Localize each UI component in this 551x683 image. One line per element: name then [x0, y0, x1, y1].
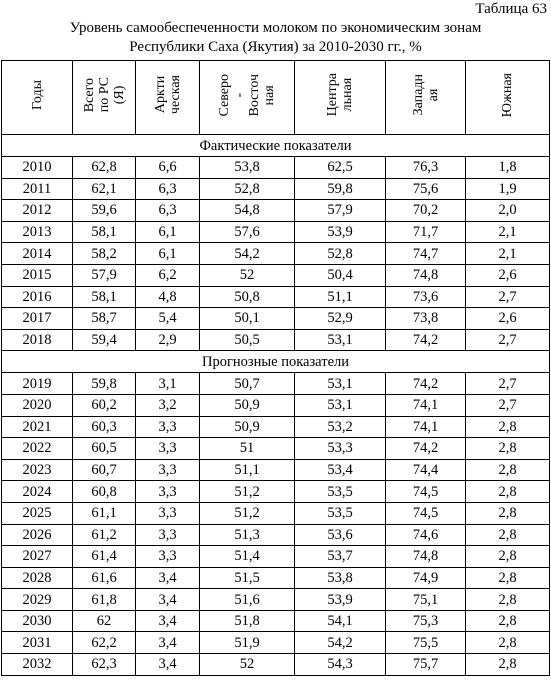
value-cell: 61,1: [73, 502, 136, 524]
value-cell: 58,2: [73, 243, 136, 265]
value-cell: 75,5: [386, 632, 466, 654]
table-row: [2, 264, 550, 286]
value-cell: 57,9: [295, 200, 386, 222]
value-cell: 2,8: [466, 632, 550, 654]
value-cell: 53,6: [295, 524, 386, 546]
value-cell: 2,6: [466, 264, 550, 286]
value-cell: 59,8: [73, 373, 136, 395]
section-row-actual: [2, 135, 550, 157]
value-cell: 53,8: [295, 567, 386, 589]
value-cell: 53,5: [295, 502, 386, 524]
value-cell: 61,8: [73, 589, 136, 611]
value-cell: 2,8: [466, 546, 550, 568]
header-cell: [136, 61, 200, 135]
value-cell: 3,3: [136, 459, 200, 481]
self-sufficiency-table: [1, 60, 550, 676]
value-cell: 2,8: [466, 589, 550, 611]
value-cell: 62,8: [73, 157, 136, 179]
value-cell: 59,6: [73, 200, 136, 222]
value-cell: 6,1: [136, 243, 200, 265]
value-cell: 51,1: [200, 459, 295, 481]
value-cell: 4,8: [136, 286, 200, 308]
section-label-actual: Фактические показатели: [2, 135, 550, 157]
value-cell: 6,3: [136, 200, 200, 222]
value-cell: 3,4: [136, 632, 200, 654]
value-cell: 3,2: [136, 394, 200, 416]
value-cell: 62,1: [73, 178, 136, 200]
table-row: [2, 329, 550, 351]
value-cell: 53,4: [295, 459, 386, 481]
value-cell: 62,3: [73, 654, 136, 676]
year-cell: 2011: [2, 178, 73, 200]
year-cell: 2013: [2, 221, 73, 243]
value-cell: 74,8: [386, 546, 466, 568]
header-cell: [386, 61, 466, 135]
value-cell: 50,9: [200, 416, 295, 438]
value-cell: 53,9: [295, 589, 386, 611]
value-cell: 2,9: [136, 329, 200, 351]
value-cell: 3,1: [136, 373, 200, 395]
header-total: Всего по РС (Я): [81, 77, 127, 113]
header-years: Годы: [29, 80, 45, 110]
value-cell: 2,1: [466, 221, 550, 243]
value-cell: 54,1: [295, 610, 386, 632]
year-cell: 2026: [2, 524, 73, 546]
year-cell: 2027: [2, 546, 73, 568]
value-cell: 2,7: [466, 329, 550, 351]
header-northeast: Северо - Восточ ная: [217, 73, 277, 117]
value-cell: 71,7: [386, 221, 466, 243]
value-cell: 53,1: [295, 394, 386, 416]
table-row: [2, 200, 550, 222]
value-cell: 2,7: [466, 373, 550, 395]
value-cell: 53,8: [200, 157, 295, 179]
value-cell: 74,1: [386, 416, 466, 438]
value-cell: 76,3: [386, 157, 466, 179]
value-cell: 75,6: [386, 178, 466, 200]
value-cell: 6,3: [136, 178, 200, 200]
value-cell: 50,1: [200, 308, 295, 330]
value-cell: 52,8: [200, 178, 295, 200]
value-cell: 52,9: [295, 308, 386, 330]
value-cell: 2,8: [466, 567, 550, 589]
value-cell: 59,4: [73, 329, 136, 351]
value-cell: 74,7: [386, 243, 466, 265]
value-cell: 60,2: [73, 394, 136, 416]
value-cell: 58,7: [73, 308, 136, 330]
value-cell: 53,1: [295, 329, 386, 351]
year-cell: 2020: [2, 394, 73, 416]
value-cell: 62: [73, 610, 136, 632]
title-line-1: Уровень самообеспеченности молоком по экономическим зонам: [69, 20, 482, 36]
year-cell: 2024: [2, 481, 73, 503]
value-cell: 74,2: [386, 438, 466, 460]
table-row: [2, 243, 550, 265]
value-cell: 74,5: [386, 502, 466, 524]
value-cell: 62,2: [73, 632, 136, 654]
value-cell: 2,0: [466, 200, 550, 222]
value-cell: 75,3: [386, 610, 466, 632]
value-cell: 51,4: [200, 546, 295, 568]
value-cell: 50,8: [200, 286, 295, 308]
value-cell: 60,7: [73, 459, 136, 481]
value-cell: 75,1: [386, 589, 466, 611]
year-cell: 2023: [2, 459, 73, 481]
table-row: [2, 178, 550, 200]
header-western: Западн ая: [410, 74, 441, 116]
value-cell: 53,7: [295, 546, 386, 568]
year-cell: 2016: [2, 286, 73, 308]
year-cell: 2031: [2, 632, 73, 654]
header-cell: [200, 61, 295, 135]
value-cell: 2,7: [466, 394, 550, 416]
value-cell: 2,8: [466, 502, 550, 524]
table-row: [2, 373, 550, 395]
value-cell: 2,7: [466, 286, 550, 308]
table-row: [2, 654, 550, 676]
value-cell: 2,8: [466, 654, 550, 676]
value-cell: 73,8: [386, 308, 466, 330]
value-cell: 3,3: [136, 481, 200, 503]
year-cell: 2022: [2, 438, 73, 460]
value-cell: 61,2: [73, 524, 136, 546]
value-cell: 74,1: [386, 394, 466, 416]
table-row: [2, 610, 550, 632]
header-row: [2, 61, 550, 135]
table-row: [2, 546, 550, 568]
value-cell: 3,3: [136, 502, 200, 524]
year-cell: 2014: [2, 243, 73, 265]
year-cell: 2029: [2, 589, 73, 611]
value-cell: 53,2: [295, 416, 386, 438]
header-central: Центра льная: [325, 73, 355, 117]
value-cell: 61,6: [73, 567, 136, 589]
value-cell: 2,6: [466, 308, 550, 330]
value-cell: 53,5: [295, 481, 386, 503]
value-cell: 2,8: [466, 481, 550, 503]
value-cell: 57,9: [73, 264, 136, 286]
value-cell: 3,3: [136, 524, 200, 546]
value-cell: 54,2: [200, 243, 295, 265]
value-cell: 54,3: [295, 654, 386, 676]
value-cell: 58,1: [73, 221, 136, 243]
value-cell: 3,4: [136, 567, 200, 589]
year-cell: 2017: [2, 308, 73, 330]
value-cell: 53,3: [295, 438, 386, 460]
value-cell: 52: [200, 264, 295, 286]
value-cell: 51: [200, 438, 295, 460]
value-cell: 74,2: [386, 329, 466, 351]
value-cell: 52,8: [295, 243, 386, 265]
value-cell: 6,1: [136, 221, 200, 243]
value-cell: 2,8: [466, 438, 550, 460]
value-cell: 62,5: [295, 157, 386, 179]
value-cell: 51,3: [200, 524, 295, 546]
value-cell: 50,9: [200, 394, 295, 416]
value-cell: 2,8: [466, 416, 550, 438]
value-cell: 2,8: [466, 610, 550, 632]
value-cell: 3,3: [136, 546, 200, 568]
year-cell: 2030: [2, 610, 73, 632]
header-cell: [73, 61, 136, 135]
table-row: [2, 394, 550, 416]
year-cell: 2010: [2, 157, 73, 179]
table-row: [2, 459, 550, 481]
table-row: [2, 524, 550, 546]
value-cell: 51,5: [200, 567, 295, 589]
value-cell: 3,4: [136, 610, 200, 632]
table-row: [2, 286, 550, 308]
header-cell: [2, 61, 73, 135]
value-cell: 59,8: [295, 178, 386, 200]
value-cell: 74,8: [386, 264, 466, 286]
value-cell: 53,1: [295, 373, 386, 395]
table-row: [2, 308, 550, 330]
value-cell: 51,2: [200, 481, 295, 503]
header-southern: Южная: [500, 72, 515, 118]
value-cell: 51,2: [200, 502, 295, 524]
value-cell: 50,5: [200, 329, 295, 351]
section-label-forecast: Прогнозные показатели: [2, 351, 550, 373]
value-cell: 74,9: [386, 567, 466, 589]
value-cell: 51,9: [200, 632, 295, 654]
value-cell: 53,9: [295, 221, 386, 243]
value-cell: 74,2: [386, 373, 466, 395]
header-arctic: Аркти ческая: [152, 75, 183, 115]
value-cell: 5,4: [136, 308, 200, 330]
header-cell: [466, 61, 550, 135]
value-cell: 51,1: [295, 286, 386, 308]
title-line-2: Республики Саха (Якутия) за 2010-2030 гг., %: [129, 39, 422, 55]
value-cell: 74,5: [386, 481, 466, 503]
year-cell: 2018: [2, 329, 73, 351]
value-cell: 58,1: [73, 286, 136, 308]
year-cell: 2015: [2, 264, 73, 286]
value-cell: 74,6: [386, 524, 466, 546]
value-cell: 54,8: [200, 200, 295, 222]
value-cell: 2,8: [466, 459, 550, 481]
year-cell: 2021: [2, 416, 73, 438]
value-cell: 70,2: [386, 200, 466, 222]
value-cell: 3,3: [136, 416, 200, 438]
value-cell: 74,4: [386, 459, 466, 481]
value-cell: 6,6: [136, 157, 200, 179]
year-cell: 2019: [2, 373, 73, 395]
table-row: [2, 632, 550, 654]
value-cell: 61,4: [73, 546, 136, 568]
table-row: [2, 157, 550, 179]
value-cell: 54,2: [295, 632, 386, 654]
year-cell: 2012: [2, 200, 73, 222]
table-title: [0, 19, 551, 57]
year-cell: 2025: [2, 502, 73, 524]
value-cell: 51,8: [200, 610, 295, 632]
value-cell: 60,5: [73, 438, 136, 460]
value-cell: 60,3: [73, 416, 136, 438]
value-cell: 3,3: [136, 438, 200, 460]
value-cell: 3,4: [136, 654, 200, 676]
year-cell: 2032: [2, 654, 73, 676]
value-cell: 2,8: [466, 524, 550, 546]
value-cell: 51,6: [200, 589, 295, 611]
table-row: [2, 567, 550, 589]
value-cell: 1,8: [466, 157, 550, 179]
table-row: [2, 221, 550, 243]
value-cell: 2,1: [466, 243, 550, 265]
value-cell: 1,9: [466, 178, 550, 200]
table-row: [2, 416, 550, 438]
table-row: [2, 438, 550, 460]
year-cell: 2028: [2, 567, 73, 589]
value-cell: 60,8: [73, 481, 136, 503]
value-cell: 3,4: [136, 589, 200, 611]
value-cell: 52: [200, 654, 295, 676]
value-cell: 75,7: [386, 654, 466, 676]
value-cell: 50,7: [200, 373, 295, 395]
value-cell: 6,2: [136, 264, 200, 286]
header-cell: [295, 61, 386, 135]
value-cell: 73,6: [386, 286, 466, 308]
value-cell: 50,4: [295, 264, 386, 286]
table-row: [2, 481, 550, 503]
table-row: [2, 502, 550, 524]
table-number: Таблица 63: [475, 1, 547, 17]
value-cell: 57,6: [200, 221, 295, 243]
section-row-forecast: [2, 351, 550, 373]
table-row: [2, 589, 550, 611]
